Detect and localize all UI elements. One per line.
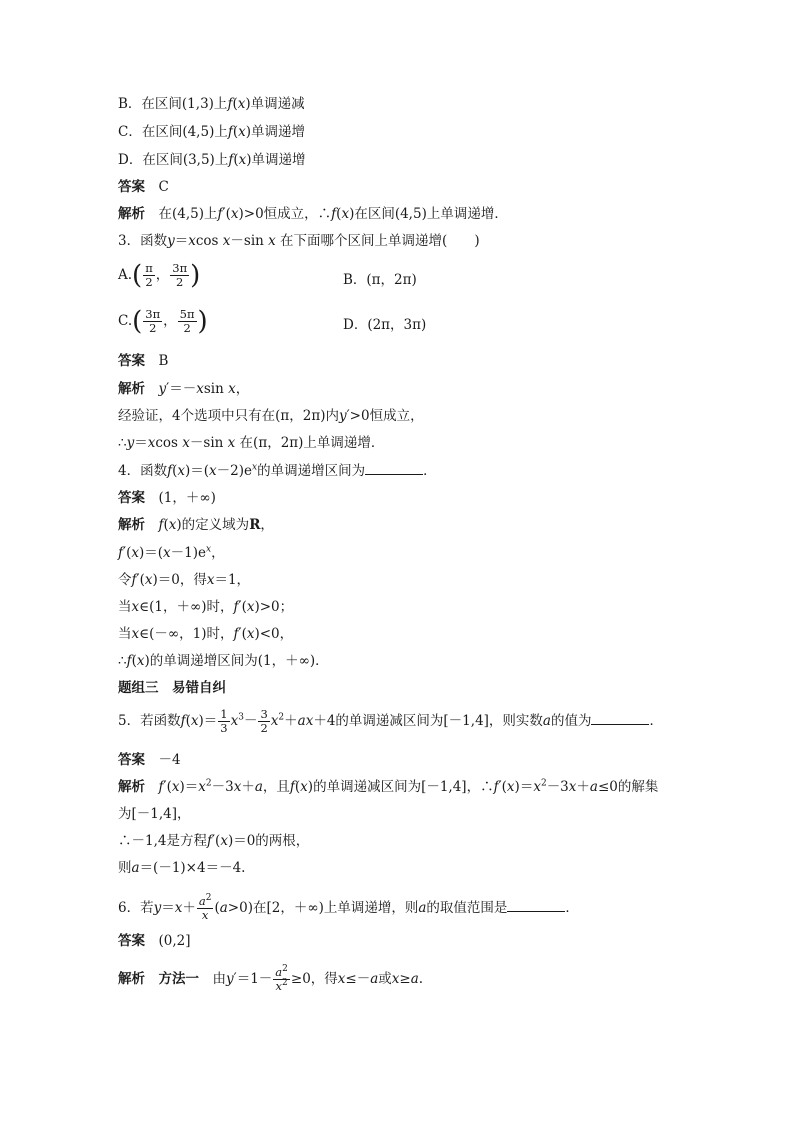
answer-blank (591, 712, 649, 725)
option-c: C．在区间(4,5)上f(x)单调递增 (118, 124, 306, 140)
analysis-line: 则a＝(－1)×4＝－4. (118, 860, 246, 876)
answer-label: 答案 (118, 353, 145, 369)
answer-label: 答案 (118, 933, 145, 949)
analysis-label: 解析 (118, 779, 145, 795)
answer-label: 答案 (118, 179, 145, 195)
answer-line: 答案 －4 (118, 752, 181, 768)
analysis-line: ∴f(x)的单调递增区间为(1，＋∞)． (118, 653, 329, 669)
question-3-option-d: D．(2π，3π) (343, 317, 427, 333)
analysis-line: ∴－1,4是方程f′(x)＝0的两根， (118, 833, 310, 849)
question-4-stem: 4．函数$f(x)=(x-2)e^x$的单调递增区间为 ． (118, 462, 437, 479)
analysis-line: 解析 f(x)的定义域为R， (118, 517, 274, 533)
analysis-line: 经验证，4个选项中只有在(π，2π)内y′>0恒成立， (118, 408, 424, 424)
analysis-line: 解析 方法一 由y′＝1－ $\frac{a^2}{x^2}$ ≥0，得x≤－a或x≥a. (118, 964, 424, 993)
option-b: B．在区间(1,3)上f(x)单调递减 (118, 96, 305, 112)
answer-blank (507, 899, 565, 912)
analysis-line: ∴y＝xcos x－sin x 在(π，2π)上单调递增． (118, 435, 385, 451)
analysis-line: 当x∈(－∞，1)时，f′(x)<0， (118, 626, 294, 642)
analysis-line: 解析 y′＝－xsin x， (118, 381, 250, 397)
method-label: 方法一 (158, 971, 199, 987)
section-heading: 题组三 易错自纠 (118, 680, 226, 696)
analysis-line: 为[－1,4]， (118, 806, 191, 822)
answer-blank (365, 462, 423, 475)
analysis-line: $f'(x)=(x-1)e^x$， (118, 544, 225, 561)
question-3-option-a: A.( $\frac{\pi}{2}$ ， $\frac{3\pi}{2}$ ) (118, 260, 201, 291)
answer-line: 答案 (0,2] (118, 933, 191, 949)
answer-line: 答案 B (118, 353, 169, 369)
question-5-stem: 5．若函数f(x)＝ $\frac{1}{3}$ $x^3-$ $\frac{3}{2}$ $x^2+ax+4$的单调递减区间为[－1,4]，则实数a的值为 ． (118, 707, 663, 735)
analysis-label: 解析 (118, 517, 145, 533)
analysis-line: 解析 在(4,5)上f′(x)>0恒成立，∴f(x)在区间(4,5)上单调递增． (118, 206, 508, 222)
question-3-option-b: B．(π，2π) (343, 272, 417, 288)
analysis-line: 解析 $f'(x)=x^2-3x+a$，且f(x)的单调递减区间为[－1,4]，$\therefore f'(x)=x^2-3x+a\le 0$的解集 (118, 778, 659, 795)
analysis-label: 解析 (118, 381, 145, 397)
analysis-line: 令f′(x)＝0，得x＝1， (118, 572, 251, 588)
question-3-stem: 3．函数y＝xcos x－sin x 在下面哪个区间上单调递增( ) (118, 233, 480, 249)
analysis-label: 解析 (118, 971, 145, 987)
answer-line: 答案 (1，＋∞) (118, 490, 216, 506)
option-d: D．在区间(3,5)上f(x)单调递增 (118, 152, 306, 168)
answer-line: 答案 C (118, 179, 169, 195)
analysis-line: 当x∈(1，＋∞)时，f′(x)>0； (118, 599, 294, 615)
answer-label: 答案 (118, 490, 145, 506)
question-6-stem: 6．若y＝x＋ $\frac{a^2}{x}$ (a>0)在[2，＋∞)上单调递增，则a的取值范围是 ． (118, 893, 579, 922)
question-3-option-c: C.( $\frac{3\pi}{2}$ ， $\frac{5\pi}{2}$ ) (118, 306, 208, 337)
analysis-label: 解析 (118, 206, 145, 222)
answer-label: 答案 (118, 752, 145, 768)
